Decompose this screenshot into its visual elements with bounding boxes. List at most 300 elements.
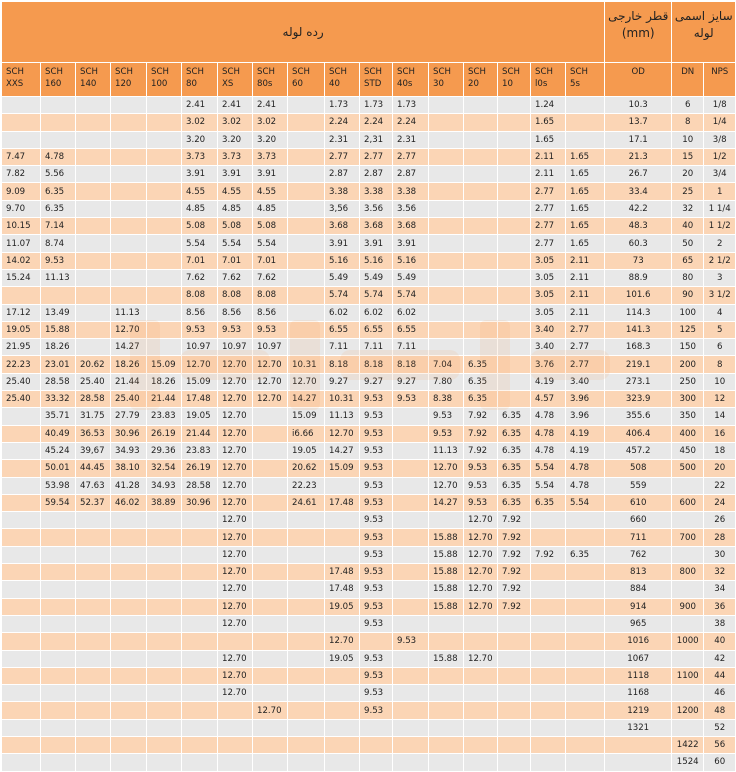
dn-cell [672, 719, 704, 736]
thickness-cell: 15.88 [429, 546, 464, 563]
thickness-cell: 5.08 [182, 218, 218, 235]
thickness-cell: 14.27 [111, 339, 147, 356]
thickness-cell: 18.26 [111, 356, 147, 373]
thickness-cell [111, 97, 147, 114]
thickness-cell: 9.27 [393, 373, 429, 390]
thickness-cell [253, 719, 288, 736]
thickness-cell [393, 685, 429, 702]
thickness-cell: 25.40 [76, 373, 111, 390]
thickness-cell [288, 235, 325, 252]
thickness-cell: 7.92 [498, 512, 531, 529]
thickness-cell: 1.65 [566, 218, 605, 235]
thickness-cell: 4.78 [566, 460, 605, 477]
od-title-line1: قطر خارجی [608, 9, 669, 23]
od-cell: 26.7 [605, 166, 672, 183]
od-cell: 660 [605, 512, 672, 529]
thickness-cell [147, 321, 182, 338]
thickness-cell: 19.05 [2, 321, 41, 338]
ns-title-line2: لوله [693, 26, 714, 40]
thickness-cell [147, 287, 182, 304]
nps-cell: 3/8 [704, 131, 736, 148]
nps-cell: 2 1/2 [704, 252, 736, 269]
thickness-cell: 6.35 [498, 442, 531, 459]
col-header-sch-label: SCH [433, 67, 451, 77]
thickness-cell: 20.62 [288, 460, 325, 477]
thickness-cell: 9.53 [429, 425, 464, 442]
ns-title-line1: سایز اسمی [674, 9, 733, 23]
thickness-cell: 9.53 [360, 564, 393, 581]
thickness-cell: 9.53 [253, 321, 288, 338]
thickness-cell [2, 425, 41, 442]
thickness-cell [498, 736, 531, 753]
thickness-cell [464, 131, 498, 148]
table-row [2, 339, 736, 356]
thickness-cell: 44.45 [76, 460, 111, 477]
thickness-cell: 7.92 [464, 442, 498, 459]
thickness-cell: 12.70 [218, 529, 253, 546]
od-title [605, 2, 672, 63]
thickness-cell [288, 736, 325, 753]
thickness-cell [41, 754, 76, 771]
thickness-cell: 6.35 [464, 391, 498, 408]
thickness-cell: 12.70 [464, 598, 498, 615]
thickness-cell: 4.78 [531, 425, 566, 442]
nps-cell: 36 [704, 598, 736, 615]
thickness-cell [393, 598, 429, 615]
thickness-cell [464, 269, 498, 286]
thickness-cell: 50.01 [41, 460, 76, 477]
dn-cell: 80 [672, 269, 704, 286]
col-header-dn: DN [672, 63, 704, 97]
thickness-cell [76, 148, 111, 165]
thickness-cell: 36.53 [76, 425, 111, 442]
nps-cell: 52 [704, 719, 736, 736]
thickness-cell [218, 719, 253, 736]
col-header-sch-label: SCH [151, 67, 169, 77]
table-row [2, 373, 736, 390]
thickness-cell [41, 598, 76, 615]
thickness-cell: 1.65 [566, 166, 605, 183]
thickness-cell: 4.78 [531, 442, 566, 459]
thickness-cell: 11.13 [429, 442, 464, 459]
thickness-cell: 8.56 [218, 304, 253, 321]
thickness-cell: 1.73 [393, 97, 429, 114]
col-header-sch-label: SCH [397, 67, 415, 77]
thickness-cell [111, 650, 147, 667]
thickness-cell [76, 114, 111, 131]
thickness-cell [429, 321, 464, 338]
thickness-cell: 6.55 [393, 321, 429, 338]
dn-cell: 20 [672, 166, 704, 183]
thickness-cell [429, 166, 464, 183]
thickness-cell [76, 754, 111, 771]
thickness-cell: 15.09 [147, 356, 182, 373]
thickness-cell: 9.53 [360, 685, 393, 702]
nps-cell: 1/8 [704, 97, 736, 114]
table-row [2, 598, 736, 615]
col-header-sch-value: 160 [45, 79, 62, 89]
nps-cell: 1 1/2 [704, 218, 736, 235]
od-cell: 114.3 [605, 304, 672, 321]
thickness-cell: 2.11 [531, 166, 566, 183]
thickness-cell: 2.41 [218, 97, 253, 114]
thickness-cell: 34.93 [147, 477, 182, 494]
thickness-cell: 3.20 [253, 131, 288, 148]
dn-cell: 300 [672, 391, 704, 408]
thickness-cell: 17.12 [2, 304, 41, 321]
thickness-cell [498, 719, 531, 736]
thickness-cell [288, 667, 325, 684]
thickness-cell: 2.77 [325, 148, 360, 165]
nps-cell: 1 1/4 [704, 200, 736, 217]
thickness-cell [464, 615, 498, 632]
thickness-cell [288, 131, 325, 148]
dn-cell: 50 [672, 235, 704, 252]
thickness-cell [566, 736, 605, 753]
thickness-cell: 3.73 [253, 148, 288, 165]
table-row [2, 252, 736, 269]
thickness-cell: 6.35 [498, 460, 531, 477]
thickness-cell [531, 581, 566, 598]
thickness-cell: 9.53 [360, 408, 393, 425]
thickness-cell [253, 685, 288, 702]
thickness-cell: 2.77 [566, 356, 605, 373]
thickness-cell: 8.18 [325, 356, 360, 373]
thickness-cell: 10.15 [2, 218, 41, 235]
thickness-cell [288, 252, 325, 269]
col-header-sch-label: SCH [292, 67, 310, 77]
col-header-sch-value: 40s [397, 79, 413, 89]
thickness-cell: 3.91 [253, 166, 288, 183]
thickness-cell [182, 754, 218, 771]
thickness-cell [393, 667, 429, 684]
thickness-cell: 12.70 [218, 356, 253, 373]
od-title-line2: (mm) [621, 26, 655, 40]
thickness-cell: 17.48 [325, 581, 360, 598]
thickness-cell [76, 736, 111, 753]
thickness-cell: 3.05 [531, 287, 566, 304]
thickness-cell [566, 650, 605, 667]
thickness-cell: 2.11 [566, 269, 605, 286]
thickness-cell [111, 252, 147, 269]
od-cell: 273.1 [605, 373, 672, 390]
thickness-cell: 7.11 [325, 339, 360, 356]
thickness-cell: 12.70 [218, 650, 253, 667]
thickness-cell [147, 754, 182, 771]
dn-cell: 32 [672, 200, 704, 217]
od-cell: 1321 [605, 719, 672, 736]
thickness-cell: 26.19 [147, 425, 182, 442]
thickness-cell: 9.53 [393, 633, 429, 650]
thickness-cell [393, 564, 429, 581]
thickness-cell: 3.73 [218, 148, 253, 165]
thickness-cell [498, 287, 531, 304]
thickness-cell [2, 736, 41, 753]
thickness-cell [2, 477, 41, 494]
thickness-cell: 4.55 [253, 183, 288, 200]
thickness-cell: 5.54 [566, 494, 605, 511]
od-cell: 1168 [605, 685, 672, 702]
thickness-cell: 6.35 [531, 494, 566, 511]
thickness-cell [566, 615, 605, 632]
thickness-cell [566, 529, 605, 546]
thickness-cell: 2.77 [531, 200, 566, 217]
thickness-cell [393, 494, 429, 511]
header-row-top [2, 2, 736, 63]
thickness-cell: i6.66 [288, 425, 325, 442]
thickness-cell [325, 736, 360, 753]
thickness-cell [253, 650, 288, 667]
nps-cell: 28 [704, 529, 736, 546]
thickness-cell [182, 667, 218, 684]
thickness-cell [41, 581, 76, 598]
thickness-cell: 41.28 [111, 477, 147, 494]
thickness-cell: 7.62 [253, 269, 288, 286]
thickness-cell [182, 685, 218, 702]
nps-cell: 20 [704, 460, 736, 477]
thickness-cell [498, 356, 531, 373]
thickness-cell: 7.92 [498, 564, 531, 581]
thickness-cell [288, 114, 325, 131]
thickness-cell: 3.68 [360, 218, 393, 235]
thickness-cell [147, 269, 182, 286]
dn-cell: 6 [672, 97, 704, 114]
thickness-cell [253, 633, 288, 650]
col-header-sch-label: SCH [329, 67, 347, 77]
thickness-cell [41, 114, 76, 131]
thickness-cell [429, 685, 464, 702]
table-row [2, 719, 736, 736]
thickness-cell: 59.54 [41, 494, 76, 511]
table-row [2, 564, 736, 581]
nps-cell: 3 1/2 [704, 287, 736, 304]
thickness-cell [464, 702, 498, 719]
thickness-cell [76, 131, 111, 148]
thickness-cell: 18.26 [41, 339, 76, 356]
thickness-cell: 19.05 [288, 442, 325, 459]
thickness-cell [182, 581, 218, 598]
thickness-cell: 7.92 [531, 546, 566, 563]
thickness-cell: 9.53 [182, 321, 218, 338]
table-row [2, 166, 736, 183]
thickness-cell: 46.02 [111, 494, 147, 511]
thickness-cell [531, 685, 566, 702]
thickness-cell [288, 598, 325, 615]
thickness-cell [147, 512, 182, 529]
thickness-cell: 9.53 [464, 477, 498, 494]
thickness-cell [288, 287, 325, 304]
thickness-cell [76, 166, 111, 183]
thickness-cell: 9.53 [360, 650, 393, 667]
thickness-cell: 45.24 [41, 442, 76, 459]
thickness-cell [2, 512, 41, 529]
thickness-cell [76, 97, 111, 114]
table-row [2, 529, 736, 546]
thickness-cell: 15.88 [429, 598, 464, 615]
thickness-cell: 1.73 [360, 97, 393, 114]
thickness-cell [288, 166, 325, 183]
thickness-cell: 3.68 [325, 218, 360, 235]
col-header-sch-value: XXS [6, 79, 24, 89]
thickness-cell [147, 97, 182, 114]
thickness-cell: 15.09 [182, 373, 218, 390]
col-header-sch-label: SCH [222, 67, 240, 77]
dn-cell: 800 [672, 564, 704, 581]
thickness-cell: 35.71 [41, 408, 76, 425]
thickness-cell: 12.70 [253, 373, 288, 390]
thickness-cell: 4.78 [531, 408, 566, 425]
thickness-cell [253, 408, 288, 425]
thickness-cell [111, 581, 147, 598]
col-header-sch-40 [325, 63, 360, 97]
col-header-sch-label: SCH [45, 67, 63, 77]
od-cell: 406.4 [605, 425, 672, 442]
thickness-cell [76, 633, 111, 650]
col-header-sch-20 [464, 63, 498, 97]
thickness-cell [76, 546, 111, 563]
thickness-cell: 3.68 [393, 218, 429, 235]
thickness-cell [2, 685, 41, 702]
thickness-cell [41, 512, 76, 529]
thickness-cell [2, 114, 41, 131]
thickness-cell: 5.16 [393, 252, 429, 269]
thickness-cell: 9.53 [464, 494, 498, 511]
col-header-sch-label: SCH [535, 67, 553, 77]
thickness-cell: 6.02 [393, 304, 429, 321]
table-row [2, 442, 736, 459]
nps-cell: 1 [704, 183, 736, 200]
col-header-sch-value: 140 [80, 79, 97, 89]
col-header-sch-30 [429, 63, 464, 97]
thickness-cell [464, 633, 498, 650]
thickness-cell [531, 633, 566, 650]
thickness-cell: 14.02 [2, 252, 41, 269]
table-row [2, 183, 736, 200]
thickness-cell [566, 667, 605, 684]
thickness-cell [147, 131, 182, 148]
thickness-cell [76, 304, 111, 321]
thickness-cell [288, 148, 325, 165]
od-cell: 355.6 [605, 408, 672, 425]
thickness-cell [464, 200, 498, 217]
thickness-cell [147, 183, 182, 200]
nominal-size-title [672, 2, 736, 63]
thickness-cell [464, 97, 498, 114]
table-row [2, 736, 736, 753]
thickness-cell [393, 425, 429, 442]
thickness-cell: 12.70 [218, 494, 253, 511]
thickness-cell [566, 633, 605, 650]
thickness-cell: 5.08 [253, 218, 288, 235]
thickness-cell: 9.53 [360, 667, 393, 684]
thickness-cell: 3.96 [566, 391, 605, 408]
thickness-cell: 12.70 [218, 564, 253, 581]
thickness-cell: 2.77 [531, 183, 566, 200]
dn-cell [672, 685, 704, 702]
thickness-cell [41, 546, 76, 563]
thickness-cell [253, 494, 288, 511]
dn-cell: 100 [672, 304, 704, 321]
thickness-cell: 8.56 [182, 304, 218, 321]
thickness-cell [325, 529, 360, 546]
thickness-cell: 4.57 [531, 391, 566, 408]
thickness-cell [76, 287, 111, 304]
thickness-cell [498, 235, 531, 252]
thickness-cell: 3.91 [360, 235, 393, 252]
thickness-cell [360, 719, 393, 736]
dn-cell: 1100 [672, 667, 704, 684]
thickness-cell: 9.53 [360, 581, 393, 598]
thickness-cell [147, 235, 182, 252]
thickness-cell [182, 615, 218, 632]
thickness-cell [531, 719, 566, 736]
thickness-cell [111, 529, 147, 546]
thickness-cell: 2.11 [566, 304, 605, 321]
thickness-cell [393, 650, 429, 667]
thickness-cell: 5.54 [182, 235, 218, 252]
thickness-cell [288, 200, 325, 217]
col-header-sch-value: 20 [468, 79, 479, 89]
thickness-cell: 26.19 [182, 460, 218, 477]
thickness-cell [498, 702, 531, 719]
thickness-cell: 9.27 [325, 373, 360, 390]
thickness-cell: 21.44 [111, 373, 147, 390]
thickness-cell [41, 529, 76, 546]
thickness-cell: 11.13 [111, 304, 147, 321]
thickness-cell [2, 460, 41, 477]
table-row [2, 650, 736, 667]
thickness-cell: 8.74 [41, 235, 76, 252]
od-cell: 1219 [605, 702, 672, 719]
thickness-cell: 9.53 [360, 442, 393, 459]
thickness-cell: 5.74 [325, 287, 360, 304]
thickness-cell [41, 685, 76, 702]
thickness-cell: 5.16 [325, 252, 360, 269]
thickness-cell: 3.20 [218, 131, 253, 148]
thickness-cell [566, 114, 605, 131]
dn-cell: 90 [672, 287, 704, 304]
thickness-cell: 9.53 [464, 460, 498, 477]
thickness-cell [531, 736, 566, 753]
thickness-cell [288, 339, 325, 356]
thickness-cell: 1.65 [566, 148, 605, 165]
thickness-cell [288, 512, 325, 529]
thickness-cell [41, 702, 76, 719]
thickness-cell [111, 200, 147, 217]
thickness-cell [76, 650, 111, 667]
thickness-cell: 15.88 [429, 581, 464, 598]
thickness-cell: 3.56 [393, 200, 429, 217]
thickness-cell: 2,31 [360, 131, 393, 148]
thickness-cell [498, 97, 531, 114]
thickness-cell: 17.48 [325, 564, 360, 581]
thickness-cell: 1.73 [325, 97, 360, 114]
thickness-cell: 3.38 [393, 183, 429, 200]
thickness-cell [498, 754, 531, 771]
thickness-cell: 23.01 [41, 356, 76, 373]
thickness-cell [147, 667, 182, 684]
col-header-sch-10 [498, 63, 531, 97]
thickness-cell [566, 581, 605, 598]
thickness-cell [464, 166, 498, 183]
thickness-cell [147, 529, 182, 546]
table-row [2, 667, 736, 684]
thickness-cell: 4.19 [566, 425, 605, 442]
table-row [2, 512, 736, 529]
thickness-cell: 8.38 [429, 391, 464, 408]
thickness-cell [218, 736, 253, 753]
thickness-cell [464, 719, 498, 736]
